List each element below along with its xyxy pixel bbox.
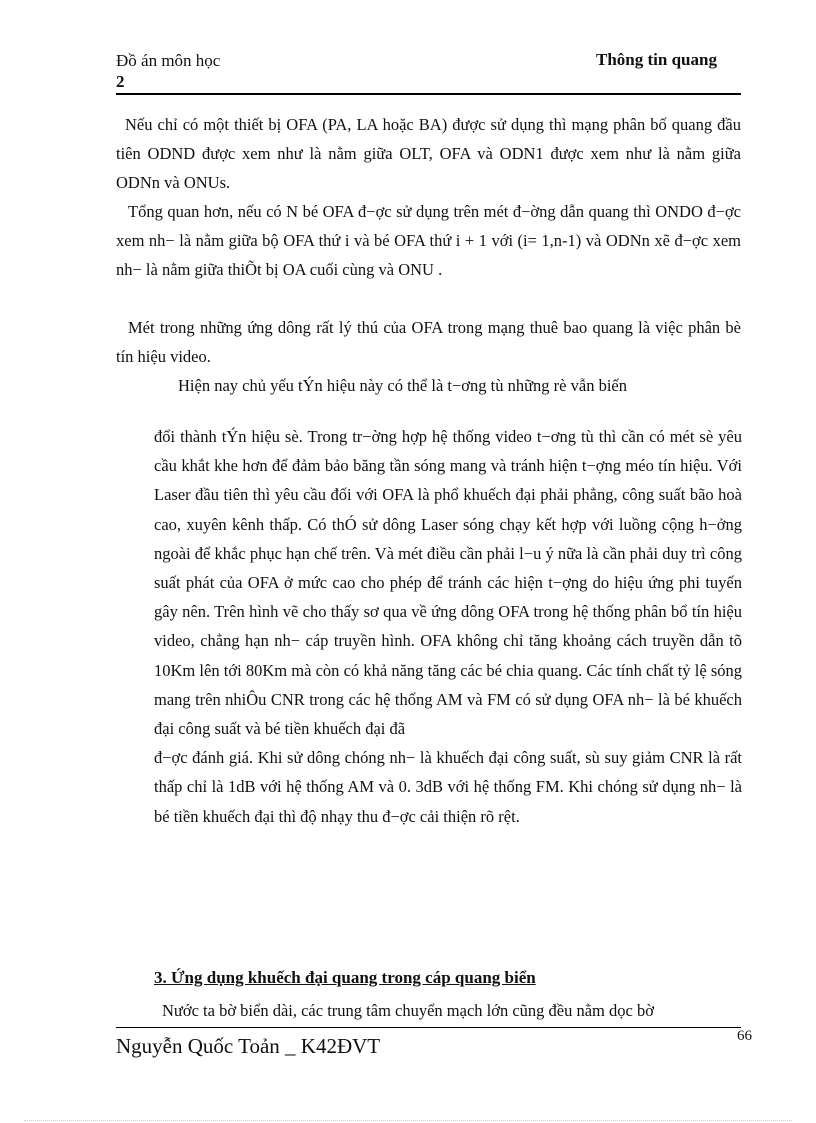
- paragraph-5: [154, 422, 742, 831]
- paragraph-3: Mét trong những ứng dông rất lý thú của OFA trong mạng thuê bao quang là việc phân bè tín hiệu video.: [116, 318, 741, 366]
- paragraph-5-part-1: đổi thành tÝn hiệu sè. Trong tr−ờng hợp hệ thống video t−ơng tù thì cần có mét sè yêu cầu khắt khe hơn để đảm bảo băng tần sóng mang và tránh hiện t−ợng méo tín hiệu. Với Laser đầu tiên thì yêu cầu đối với OFA là phổ khuếch đại phải phẳng, công suất bão hoà cao, xuyên kênh thấp. Có thÓ sử dông Laser sóng chạy kết hợp với luồng cộng h−ởng ngoài để khắc phục hạn chế trên. Và mét điều cần phải l−u ý nữa là cần phải duy trì công suất phát của OFA ở mức cao cho phép để tránh các hiện t−ợng do hiệu ứng phi tuyến gây nên. Trên hình vẽ cho thấy sơ qua về ứng dông OFA trong hệ thống phân bổ tín hiệu video, chẳng hạn nh− cáp truyền hình. OFA không chỉ tăng khoảng cách truyền dẫn tõ 10Km lên tới 80Km mà còn có khả năng tăng các bé chia quang. Các tính chất tỷ lệ sóng mang trên nhiÔu CNR trong các hệ thống AM và FM có sử dụng OFA nh− là bé khuếch đại công suất và bé tiền khuếch đại đã: [154, 427, 742, 739]
- paragraph-1: Nếu chỉ có một thiết bị OFA (PA, LA hoặc BA) được sử dụng thì mạng phân bố quang đầu tiên ODND được xem như là nằm giữa OLT, OFA và ODN1 được xem như là nằm giữa ODNn và ONUs.: [116, 115, 741, 192]
- header-course: Đồ án môn học: [116, 51, 221, 70]
- footer-divider: [116, 1027, 741, 1028]
- header-left: [116, 50, 220, 92]
- paragraph-6: Nước ta bờ biển dài, các trung tâm chuyển mạch lớn cũng đều nằm dọc bờ: [162, 1001, 654, 1020]
- section-heading: 3. Ứng dụng khuếch đại quang trong cáp quang biển: [154, 968, 536, 987]
- header-divider: [116, 93, 741, 95]
- paragraph-2: Tổng quan hơn, nếu có N bé OFA đ−ợc sử dụng trên mét đ−ờng dẫn quang thì ONDO đ−ợc xem nh− là nằm giữa bộ OFA thứ i và bé OFA thứ i + 1 với (i= 1,n-1) và ODNn xẽ đ−ợc xem nh− là nằm giữa thiÕt bị OA cuối cùng và ONU .: [116, 202, 741, 279]
- paragraph-4: Hiện nay chủ yếu tÝn hiệu này có thể là t−ơng tù những rè vẫn biến: [178, 376, 627, 395]
- page-number: 66: [737, 1028, 752, 1044]
- page-edge: [24, 1120, 792, 1121]
- header-title: Thông tin quang: [596, 50, 717, 69]
- header-number: 2: [116, 72, 125, 91]
- paragraph-5-part-2: đ−ợc đánh giá. Khi sử dông chóng nh− là khuếch đại công suất, sù suy giảm CNR là rất thấp chỉ là 1dB với hệ thống AM và 0. 3dB với hệ thống FM. Khi chóng sử dụng nh− là bé tiền khuếch đại thì độ nhạy thu đ−ợc cải thiện rõ rệt.: [154, 748, 742, 826]
- footer-author: Nguyễn Quốc Toản _ K42ĐVT: [116, 1034, 381, 1058]
